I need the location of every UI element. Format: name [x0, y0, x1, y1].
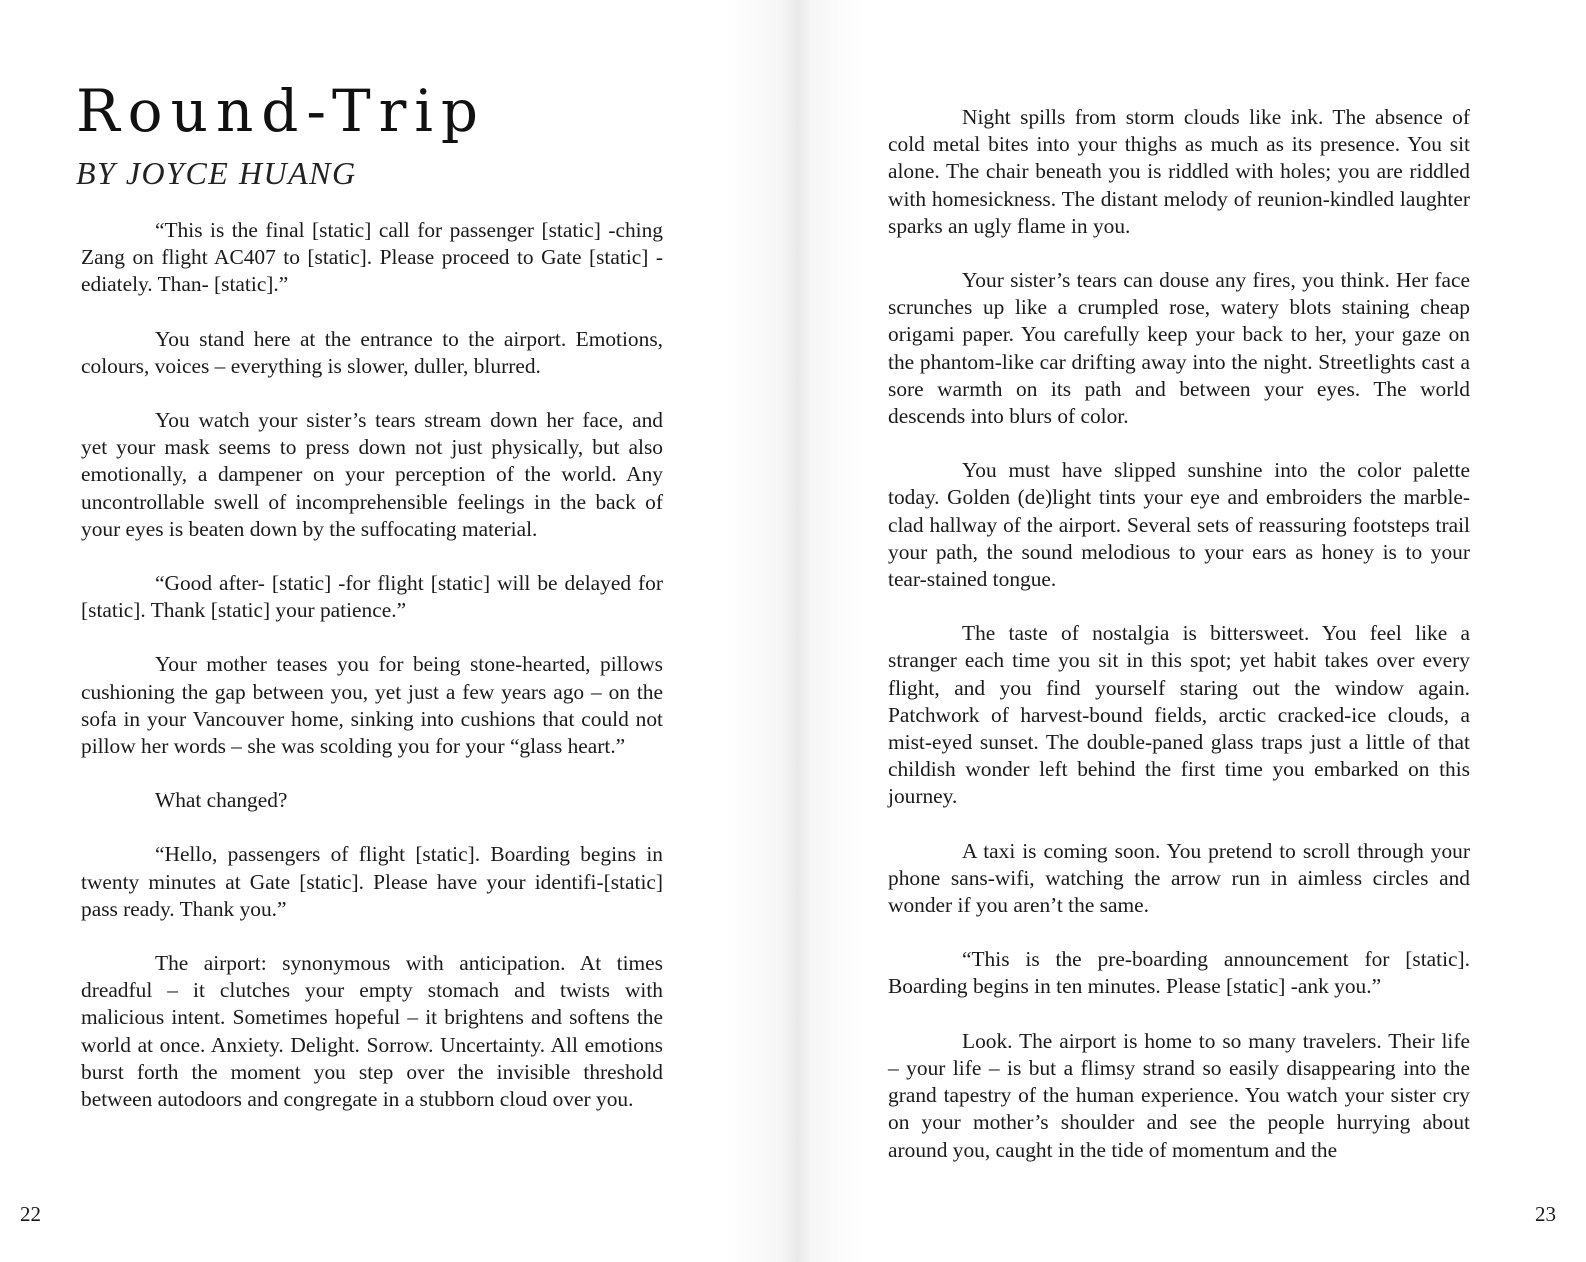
paragraph: You must have slipped sunshine into the color palette today. Golden (de)light tints your eye and embroiders the marble-clad hallway of the airport. Several sets of reassuring footsteps trail your path, the sound melodious to your ears as honey is to your tear-stained tongue.	[888, 458, 1470, 592]
paragraph: Your sister’s tears can douse any fires, you think. Her face scrunches up like a crumpled rose, watery blots staining cheap origami paper. You carefully keep your back to her, your gaze on the phantom-like car drifting away into the night. Streetlights cast a sore warmth on its path and between your eyes. The world descends into blurs of color.	[888, 268, 1470, 429]
paragraph: “This is the pre-boarding announcement for [static]. Boarding begins in ten minutes. Please [static] -ank you.”	[888, 947, 1470, 999]
page-number-right: 23	[1535, 1202, 1556, 1226]
right-page	[793, 0, 1586, 1262]
right-page-body	[888, 104, 1470, 1191]
paragraph: What changed?	[155, 788, 288, 813]
paragraph: Night spills from storm clouds like ink. The absence of cold metal bites into your thighs as much as its presence. You sit alone. The chair beneath you is riddled with holes; you are riddled with homesickness. The distant melody of reunion-kindled laughter sparks an ugly flame in you.	[888, 105, 1470, 238]
page-number-left: 22	[20, 1202, 41, 1226]
left-page-body	[81, 217, 663, 1140]
paragraph: Your mother teases you for being stone-hearted, pillows cushioning the gap between you, yet just a few years ago – on the sofa in your Vancouver home, sinking into cushions that could not pillow her words – she was scolding you for your “glass heart.”	[81, 652, 663, 759]
story-title: Round-Trip	[76, 77, 487, 145]
author-byline: BY JOYCE HUANG	[76, 155, 357, 191]
paragraph: You watch your sister’s tears stream down her face, and yet your mask seems to press down not just physically, but also emotionally, a dampener on your perception of the world. Any uncontrollable swell of incomprehensible feelings in the back of your eyes is beaten down by the suffocating material.	[81, 408, 663, 541]
paragraph: Look. The airport is home to so many travelers. Their life – your life – is but a flimsy strand so easily disappearing into the grand tapestry of the human experience. You watch your sister cry on your mother’s shoulder and see the people hurrying about around you, caught in the tide of momentum and the	[888, 1028, 1470, 1162]
paragraph: A taxi is coming soon. You pretend to scroll through your phone sans-wifi, watching the arrow run in aimless circles and wonder if you aren’t the same.	[888, 838, 1470, 918]
paragraph: “This is the final [static] call for passenger [static] -ching Zang on flight AC407 to [static]. Please proceed to Gate [static] -ediately. Than- [static].”	[81, 218, 663, 297]
paragraph: The airport: synonymous with anticipation. At times dreadful – it clutches your empty stomach and twists with malicious intent. Sometimes hopeful – it brightens and softens the world at once. Anxiety. Delight. Sorrow. Uncertainty. All emotions burst forth the moment you step over the invisible threshold between autodoors and congregate in a stubborn cloud over you.	[81, 951, 663, 1112]
paragraph: The taste of nostalgia is bittersweet. You feel like a stranger each time you sit in this spot; yet habit takes over every flight, and you find yourself staring out the window again. Patchwork of harvest-bound fields, arctic cracked-ice clouds, a mist-eyed sunset. The double-paned glass traps just a little of that childish wonder left behind the first time you embarked on this journey.	[888, 621, 1470, 809]
paragraph: “Hello, passengers of flight [static]. Boarding begins in twenty minutes at Gate [static]. Please have your identifi-[static] pass ready. Thank you.”	[81, 842, 663, 921]
paragraph: You stand here at the entrance to the airport. Emotions, colours, voices – everything is slower, duller, blurred.	[81, 326, 663, 378]
paragraph: “Good after- [static] -for flight [static] will be delayed for [static]. Thank [static] your patience.”	[81, 571, 663, 623]
